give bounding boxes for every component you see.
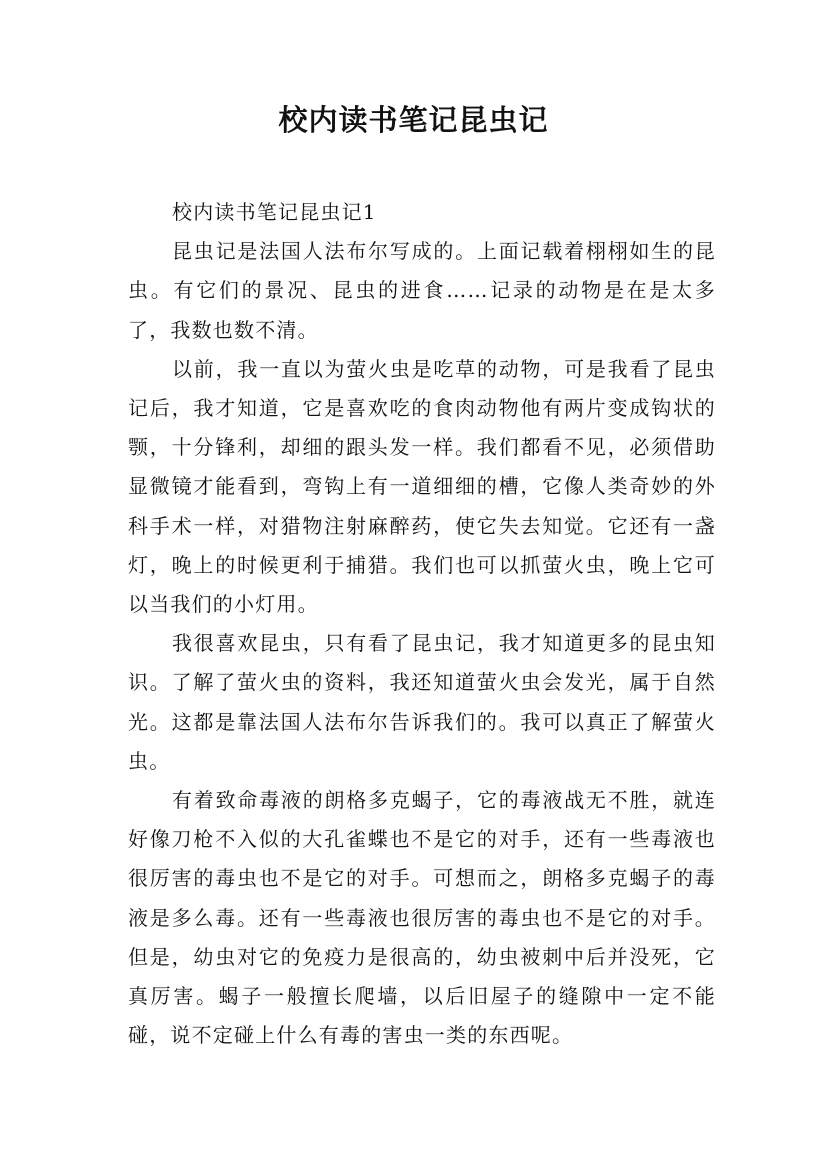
document-body — [128, 193, 716, 1055]
paragraph-1: 昆虫记是法国人法布尔写成的。上面记载着栩栩如生的昆虫。有它们的景况、昆虫的进食……记录的动物是在是太多了，我数也数不清。 — [128, 239, 716, 342]
paragraph-3: 我很喜欢昆虫，只有看了昆虫记，我才知道更多的昆虫知识。了解了萤火虫的资料，我还知道萤火虫会发光，属于自然光。这都是靠法国人法布尔告诉我们的。我可以真正了解萤火虫。 — [128, 631, 716, 773]
document-title: 校内读书笔记昆虫记 — [278, 103, 549, 137]
paragraph-4: 有着致命毒液的朗格多克蝎子，它的毒液战无不胜，就连好像刀枪不入似的大孔雀蝶也不是它的对手，还有一些毒液也很厉害的毒虫也不是它的对手。可想而之，朗格多克蝎子的毒液是多么毒。还有一些毒液也很厉害的毒虫也不是它的对手。但是，幼虫对它的免疫力是很高的，幼虫被刺中后并没死，它真厉害。蝎子一般擅长爬墙，以后旧屋子的缝隙中一定不能碰，说不定碰上什么有毒的害虫一类的东西呢。 — [128, 788, 716, 1048]
section-subheading: 校内读书笔记昆虫记1 — [172, 200, 377, 224]
paragraph-2: 以前，我一直以为萤火虫是吃草的动物，可是我看了昆虫记后，我才知道，它是喜欢吃的食肉动物他有两片变成钩状的颚，十分锋利，却细的跟头发一样。我们都看不见，必须借助显微镜才能看到，弯钩上有一道细细的槽，它像人类奇妙的外科手术一样，对猎物注射麻醉药，使它失去知觉。它还有一盏灯，晚上的时候更利于捕猎。我们也可以抓萤火虫，晚上它可以当我们的小灯用。 — [128, 356, 716, 617]
